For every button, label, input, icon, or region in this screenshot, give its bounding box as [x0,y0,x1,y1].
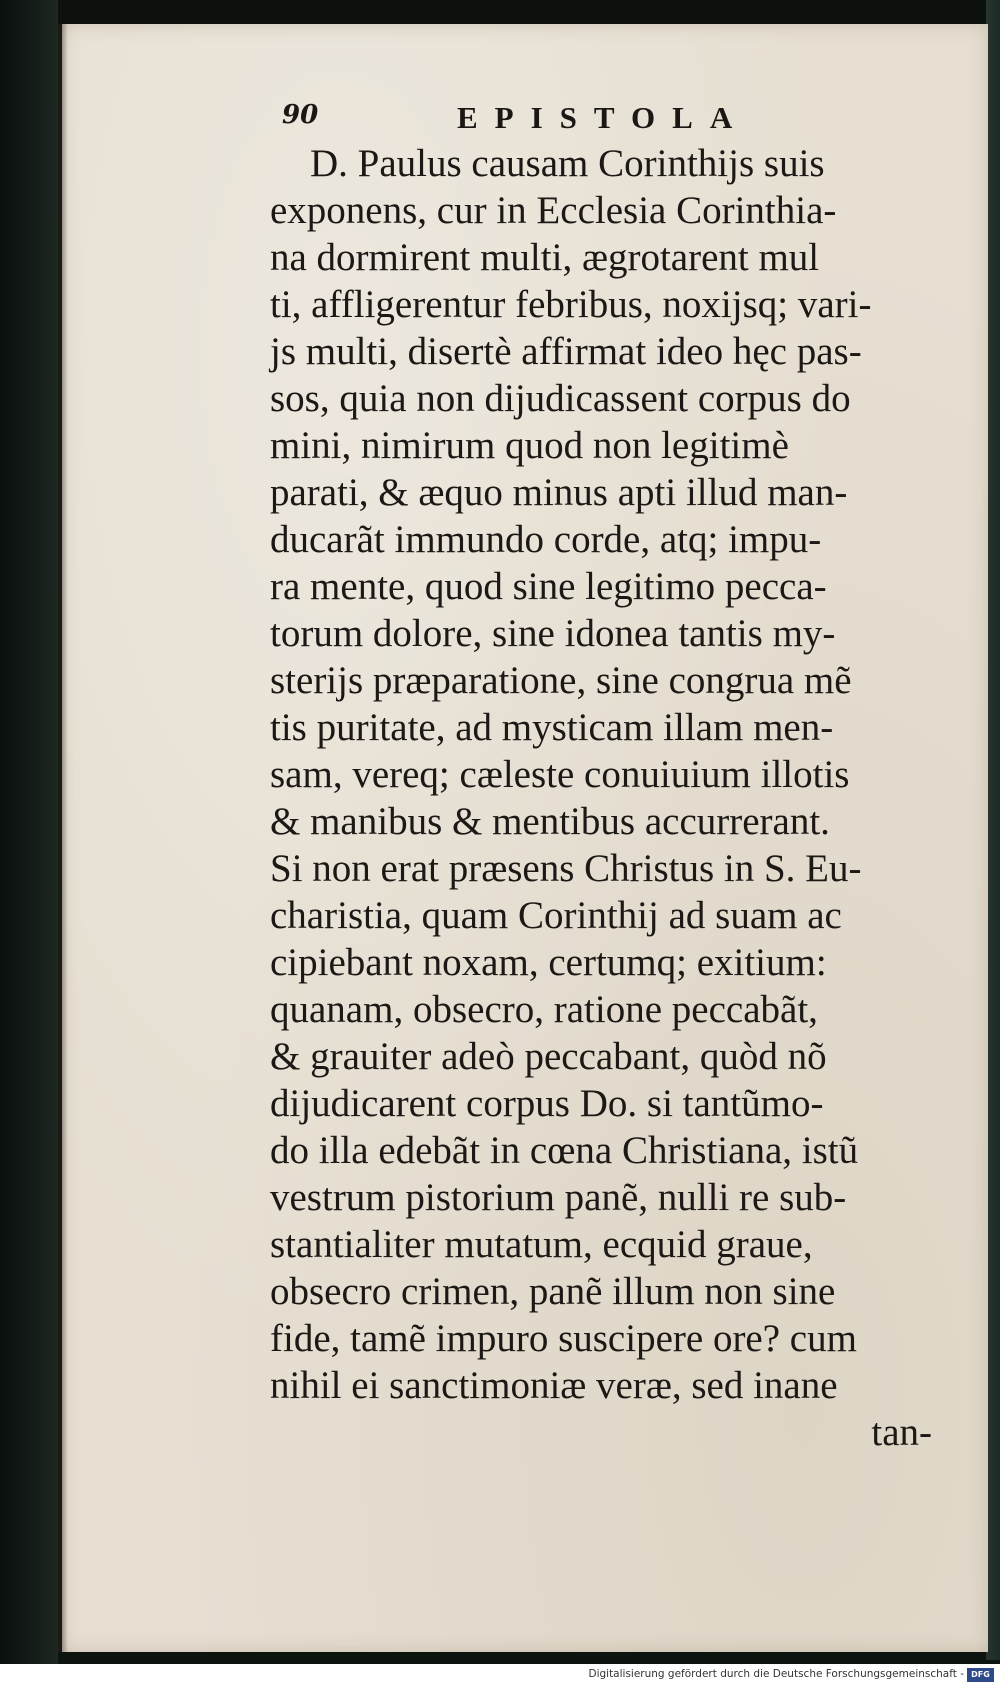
text-line: Si non erat præsens Christus in S. Eu- [270,847,862,890]
text-line: vestrum pistorium panẽ, nulli re sub- [270,1176,847,1219]
catchword: tan- [871,1411,932,1454]
text-line: charistia, quam Corinthij ad suam ac [270,894,842,937]
digitization-footer [0,1664,1000,1689]
text-line: exponens, cur in Ecclesia Corinthia- [270,189,837,232]
dfg-logo: DFG [967,1668,994,1682]
scan-background-left [0,0,58,1689]
text-line: obsecro crimen, panẽ illum non sine [270,1270,836,1313]
text-line: js multi, disertè affirmat ideo hęc pas- [270,330,862,373]
text-line: & grauiter adeò peccabant, quòd nõ [270,1035,827,1078]
text-line: do illa edebãt in cœna Christiana, istũ [270,1129,859,1172]
funding-credit: Digitalisierung gefördert durch die Deutsche Forschungsgemeinschaft - [588,1668,964,1680]
text-line: mini, nimirum quod non legitimè [270,424,789,467]
text-line: ti, affligerentur febribus, noxijsq; vari- [270,283,872,326]
text-line: sam, vereq; cæleste conuiuium illotis [270,753,850,796]
text-line: dijudicarent corpus Do. si tantũmo- [270,1082,824,1125]
text-line: nihil ei sanctimoniæ veræ, sed inane [270,1364,838,1407]
text-line: D. Paulus causam Corinthijs suis [310,142,825,185]
text-line: sterijs præparatione, sine congrua mẽ [270,659,852,702]
text-line: parati, & æquo minus apti illud man- [270,471,848,514]
text-line: fide, tamẽ impuro suscipere ore? cum [270,1317,857,1360]
text-line: & manibus & mentibus accurrerant. [270,800,830,843]
scan-background-top [0,0,1000,26]
text-line: ducarãt immundo corde, atq; impu- [270,518,822,561]
body-text [270,140,970,1456]
text-line: cipiebant noxam, certumq; exitium: [270,941,827,984]
scan-background-right [986,0,1000,1660]
text-line: sos, quia non dijudicassent corpus do [270,377,851,420]
text-line: tis puritate, ad mysticam illam men- [270,706,834,749]
text-line: torum dolore, sine idonea tantis my- [270,612,836,655]
text-line: ra mente, quod sine legitimo pecca- [270,565,827,608]
text-line: na dormirent multi, ægrotarent mul [270,236,820,279]
gutter-shadow [58,24,68,1652]
running-head: EPISTOLA [457,100,750,135]
text-line: stantialiter mutatum, ecquid graue, [270,1223,813,1266]
text-line: quanam, obsecro, ratione peccabãt, [270,988,818,1031]
page-number: 90 [282,100,319,130]
page-header [282,100,802,140]
